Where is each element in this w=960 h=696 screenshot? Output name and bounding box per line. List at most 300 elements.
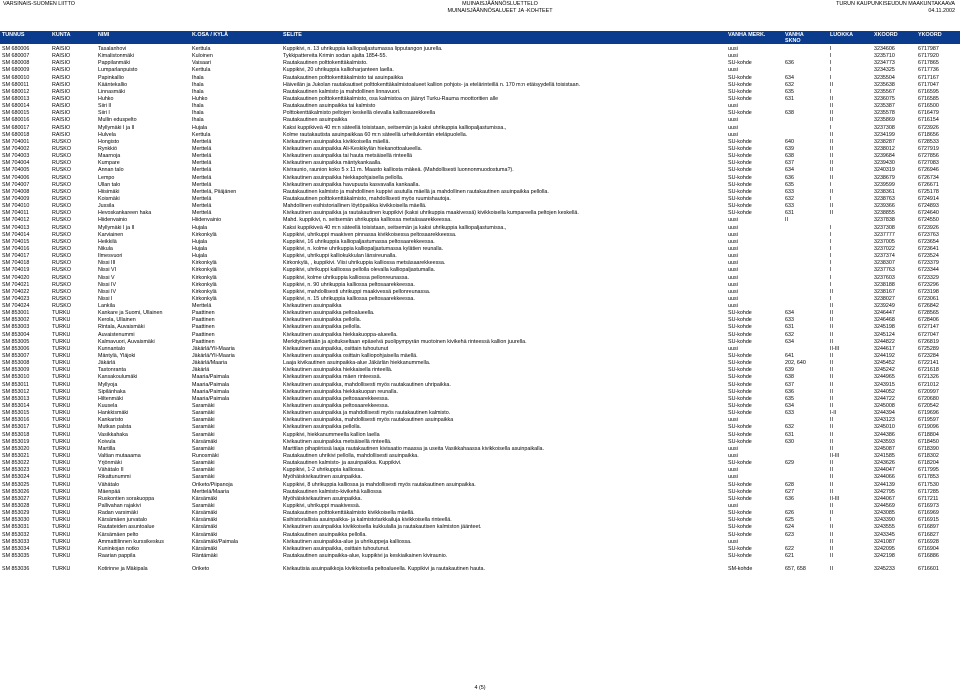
plan-info	[836, 1, 955, 15]
table-cell: Radan varsimäki	[98, 510, 138, 517]
table-cell: uusi	[728, 253, 738, 260]
table-row	[0, 439, 960, 446]
table-cell: SM 853011	[2, 381, 29, 388]
table-cell: Rautakautinen kalmisto ja mahdollinen linnavuori.	[283, 88, 401, 95]
table-cell: TURKU	[52, 460, 71, 467]
table-cell: 6723763	[918, 231, 939, 238]
table-cell: 6718656	[918, 131, 939, 138]
table-cell: RAISIO	[52, 95, 71, 102]
document-title-line-2: MUINAISJÄÄNNÖSALUEET JA -KOHTEET	[447, 7, 553, 14]
table-cell: SM 853022	[2, 460, 30, 467]
table-cell: 3244965	[874, 374, 895, 381]
table-row	[0, 510, 960, 517]
table-cell: Kivikautisia asuinpaikkoja kivikkoisella peltoalueella. Kuppikivi ja rautakautinen hauta.	[283, 566, 485, 573]
table-cell: 6719597	[918, 417, 939, 424]
table-cell: Merttelä	[192, 153, 212, 160]
table-cell: SM 853012	[2, 388, 30, 395]
table-cell: II	[830, 445, 833, 452]
table-row	[0, 410, 960, 417]
table-cell: SM 853028	[2, 503, 30, 509]
table-cell: SM 853002	[2, 317, 30, 324]
table-cell: SM 853014	[2, 403, 30, 410]
table-cell: 3243555	[874, 524, 895, 531]
table-cell: II	[830, 510, 833, 517]
table-cell: Merttelä	[192, 174, 212, 181]
table-cell: 3245233	[874, 566, 895, 573]
table-cell: 6726819	[918, 338, 939, 345]
table-cell: SM 853013	[2, 395, 30, 402]
table-cell: II	[830, 153, 833, 160]
table-cell: RUSKO	[52, 267, 72, 274]
table-cell: 3234325	[874, 67, 895, 74]
table-cell: Jäkärlä/Yli-Maaria	[192, 345, 235, 352]
table-cell: SM 680008	[2, 60, 30, 67]
table-cell: Merttelä	[192, 303, 212, 310]
table-cell: 6727919	[918, 145, 939, 152]
table-cell: 6723379	[918, 260, 939, 267]
table-cell: 622	[785, 545, 794, 552]
table-cell: Kivikautinen asuinpaikka peltosaarekkeessa.	[283, 395, 390, 402]
table-cell: SU-kohde	[728, 488, 752, 495]
table-cell: Kivikautinen asuinpaikka mäen rinteessä.	[283, 374, 382, 381]
table-cell: I	[830, 224, 832, 231]
table-row	[0, 253, 960, 260]
table-cell: 635	[785, 395, 794, 402]
table-cell: SM 704018	[2, 260, 30, 267]
table-cell: SM 853018	[2, 431, 30, 438]
table-cell: SM 680009	[2, 67, 30, 74]
table-cell: 3237374	[874, 253, 895, 260]
table-cell: Kansakoulumäki	[98, 374, 138, 381]
table-cell: SU-kohde	[728, 403, 752, 410]
table-cell: SU-kohde	[728, 388, 752, 395]
table-cell: TURKU	[52, 545, 71, 552]
table-cell: 3245452	[874, 360, 895, 367]
table-cell: 6717736	[918, 67, 939, 74]
table-cell: SU-kohde	[728, 145, 752, 152]
table-row	[0, 389, 960, 396]
table-cell: Hujala	[192, 238, 208, 245]
table-cell: TURKU	[52, 410, 71, 417]
table-cell: I	[830, 253, 832, 260]
table-cell: Kivikautinen asuinpaikka, osittain tuhoutunut.	[283, 545, 390, 552]
table-cell: Myllymäki I ja II	[98, 124, 135, 131]
table-cell: Vähätalo II	[98, 467, 124, 474]
table-cell: SM 704009	[2, 195, 30, 202]
table-cell: SU-kohde	[728, 517, 752, 524]
table-cell: RAISIO	[52, 74, 71, 81]
table-cell: SM 853030	[2, 517, 30, 524]
table-cell: Martilla	[98, 445, 116, 452]
table-cell: Siiri I	[98, 110, 110, 117]
table-row	[0, 489, 960, 496]
table-cell: SU-kohde	[728, 88, 752, 95]
table-cell: 6723344	[918, 267, 939, 274]
table-cell: RUSKO	[52, 181, 72, 188]
table-cell: Karviainen	[98, 231, 124, 238]
table-cell: SM 853020	[2, 445, 30, 452]
table-cell: Rautakautinen polttokenttäkalmisto kivikkoisella mäellä.	[283, 510, 415, 517]
table-cell: Kärsämäki	[192, 495, 218, 502]
table-cell: II	[830, 117, 833, 124]
table-cell: RUSKO	[52, 253, 72, 260]
table-cell: Kuppikivi, mahdollisesti uhrikuppi maakivessä pellonreunassa.	[283, 288, 431, 295]
table-cell: RAISIO	[52, 103, 71, 110]
table-cell: SM 853026	[2, 488, 30, 495]
table-cell: SU-kohde	[728, 95, 752, 102]
table-cell: 636	[785, 174, 794, 181]
table-cell: SM 853031	[2, 524, 30, 531]
table-cell: I	[830, 195, 832, 202]
table-cell: Mutkan palsta	[98, 424, 132, 431]
table-cell: 638	[785, 153, 794, 160]
table-cell: Kuppikivi, n. 90 uhrikuppia kalliossa peltosaarekkeessa.	[283, 281, 415, 288]
table-cell: RUSKO	[52, 174, 72, 181]
table-cell: II	[830, 552, 833, 559]
table-cell: Rautakautinen kalmisto ja mahdollinen kuppivi asutulla mäellä ja mahdollinen rautakautinen asuinpaikka pellolla.	[283, 188, 549, 195]
table-cell: Merttelä	[192, 181, 212, 188]
table-cell: uusi	[728, 67, 738, 74]
table-cell: I	[830, 267, 832, 274]
table-cell: 3237777	[874, 231, 895, 238]
table-cell: 638	[785, 374, 794, 381]
table-cell: 6727047	[918, 331, 939, 338]
table-cell: SM 704004	[2, 160, 30, 167]
table-cell: SU-kohde	[728, 203, 752, 210]
table-row	[0, 167, 960, 174]
column-header-vanha-skno	[785, 32, 804, 44]
table-cell: 6717530	[918, 481, 939, 488]
table-cell: 632	[785, 81, 794, 88]
table-cell: 6716479	[918, 110, 939, 117]
table-cell: TURKU	[52, 524, 71, 531]
table-cell: Nissi IV	[98, 281, 117, 288]
table-cell: RUSKO	[52, 160, 72, 167]
table-cell: II	[830, 467, 833, 474]
table-row	[0, 103, 960, 110]
table-cell: Kuppikivi, hiekkanummeella kallion laella	[283, 431, 380, 438]
table-cell: SM 853010	[2, 374, 30, 381]
table-cell: TURKU	[52, 417, 71, 424]
table-cell: 6717920	[918, 53, 939, 60]
table-cell: Maaria/Paimala	[192, 374, 230, 381]
table-row	[0, 324, 960, 331]
table-cell: II	[830, 338, 833, 345]
table-cell: 3243593	[874, 438, 895, 445]
table-cell: TURKU	[52, 317, 71, 324]
table-cell: SU-kohde	[728, 160, 752, 167]
table-cell: 202, 640	[785, 360, 806, 367]
table-cell: Saramäki	[192, 424, 215, 431]
table-cell: Rautakautinen kalmisto-kivikehä kalliossa	[283, 488, 382, 495]
table-cell: Ihala	[192, 103, 204, 110]
table-cell: SM 704001	[2, 138, 30, 145]
table-cell: I	[830, 60, 832, 67]
table-cell: uusi	[728, 117, 738, 124]
table-cell: SM 680010	[2, 74, 30, 81]
table-cell: 6723061	[918, 295, 939, 302]
table-cell: Kivikautinen asuinpaikka pellolla.	[283, 324, 362, 331]
table-cell: SM 704012	[2, 217, 30, 224]
table-cell: Rynkkiö	[98, 145, 118, 152]
table-cell: 630	[785, 438, 794, 445]
table-cell: II	[830, 110, 833, 117]
table-cell: 6716886	[918, 552, 939, 559]
table-cell: SM 853017	[2, 424, 30, 431]
table-cell: 634	[785, 167, 794, 174]
table-row	[0, 374, 960, 381]
table-cell: TURKU	[52, 517, 71, 524]
table-cell: Siiri II	[98, 103, 112, 110]
table-cell: RUSKO	[52, 203, 72, 210]
table-cell: uusi	[728, 224, 738, 231]
table-cell: SM 704013	[2, 224, 30, 231]
table-cell: SM 704024	[2, 303, 30, 310]
table-cell: 639	[785, 367, 794, 374]
table-cell: Polttokenttäkalmisto peltojen keskellä olevalla kalliosaarekkeella	[283, 110, 436, 117]
table-cell: RUSKO	[52, 260, 72, 267]
table-cell: Yrjönmäki	[98, 460, 122, 467]
table-cell: 3245010	[874, 424, 895, 431]
table-row	[0, 203, 960, 210]
table-row	[0, 239, 960, 246]
table-cell: SM 704015	[2, 238, 30, 245]
table-row	[0, 125, 960, 132]
table-cell: 6723926	[918, 224, 939, 231]
table-row	[0, 246, 960, 253]
table-cell: Saramäki	[192, 431, 215, 438]
table-row	[0, 353, 960, 360]
table-cell: II	[830, 210, 833, 217]
table-cell: Hiltenmäki	[98, 395, 123, 402]
table-cell: Kumpare	[98, 160, 120, 167]
table-cell: Kärsämäki	[192, 545, 218, 552]
table-cell: 626	[785, 510, 794, 517]
table-cell: Merttelä, Piiäjänen	[192, 188, 237, 195]
table-cell: 3237022	[874, 245, 895, 252]
table-cell: 3244617	[874, 345, 895, 352]
table-cell: Jussila	[98, 203, 115, 210]
table-cell: Kivikautinen asuinpaikka havupuuta kasvavalla kankaalla.	[283, 181, 420, 188]
table-cell: RUSKO	[52, 217, 72, 224]
table-cell: Ihala	[192, 88, 204, 95]
table-cell: Kuppikivi, n. 15 uhrikuppia kalliossa peltosaarekkeessa.	[283, 295, 415, 302]
table-cell: Kärsämäen jurvatalo	[98, 517, 148, 524]
table-cell: TURKU	[52, 367, 71, 374]
table-cell: Vasikkahaka	[98, 431, 128, 438]
table-cell: Kirkonkylä	[192, 267, 217, 274]
table-cell: SM 704007	[2, 181, 30, 188]
table-cell: II	[830, 324, 833, 331]
table-cell: 6717211	[918, 495, 939, 502]
table-row	[0, 524, 960, 531]
table-cell: 6717853	[918, 474, 939, 481]
table-cell: Kärsämäki/Paimala	[192, 538, 239, 545]
table-cell: Valtian mutaaama	[98, 453, 141, 460]
table-cell: Kivikautinen asuinpaikka ja mahdollisesti myös rautakautinen kalmisto.	[283, 410, 451, 417]
table-cell: SU-kohde	[728, 360, 752, 367]
table-cell: RAISIO	[52, 88, 71, 95]
table-row	[0, 110, 960, 117]
table-cell: Huhko	[192, 95, 208, 102]
table-cell: uusi	[728, 303, 738, 310]
table-cell: Kirkonkylä, , kuppikivi. Viisi uhrikuppia kalliossa metsäsaarekkeessa.	[283, 260, 446, 267]
table-cell: Nissi I	[98, 295, 113, 302]
table-cell: SM 704003	[2, 153, 30, 160]
table-cell: 3242795	[874, 488, 895, 495]
table-cell: Saramäki	[192, 417, 215, 424]
table-cell: SM 680013	[2, 95, 30, 102]
table-cell: Hevoskankareen haka	[98, 210, 152, 217]
table-cell: Kunnantalo	[98, 345, 126, 352]
table-cell: Runosmäki	[192, 453, 219, 460]
table-cell: Kivikautinen asuinpaikka hiekkakuopan reunalla.	[283, 388, 398, 395]
table-row	[0, 417, 960, 424]
table-cell: Kärsämäki	[192, 438, 218, 445]
table-cell: 6725178	[918, 188, 939, 195]
table-cell: uusi	[728, 267, 738, 274]
table-cell: Kuppikivi, 1-2 uhrikuppia kalliossa.	[283, 467, 365, 474]
table-cell: II	[830, 538, 833, 545]
table-cell: Maaria/Paimala	[192, 388, 230, 395]
table-cell: Kuppikivi, n. kolme uhrikuppia kalliopaljastumassa kylätien reunalla.	[283, 245, 444, 252]
table-cell: Räntämäki	[192, 552, 218, 559]
table-cell: Paattinen	[192, 317, 215, 324]
table-cell: RUSKO	[52, 295, 72, 302]
column-header-luokka: LUOKKA	[830, 32, 854, 38]
table-cell: II	[830, 367, 833, 374]
table-cell: 3244066	[874, 474, 895, 481]
table-cell: uusi	[728, 231, 738, 238]
table-cell: RUSKO	[52, 153, 72, 160]
table-cell: RUSKO	[52, 138, 72, 145]
table-cell: II-III	[830, 453, 840, 460]
table-cell: TURKU	[52, 495, 71, 502]
table-cell: TURKU	[52, 445, 71, 452]
table-cell: II	[830, 317, 833, 324]
table-row	[0, 566, 960, 573]
table-cell: 3237005	[874, 238, 895, 245]
table-cell: 3244394	[874, 410, 895, 417]
table-cell: SU-kohde	[728, 410, 752, 417]
table-row	[0, 317, 960, 324]
column-header-vanha-merk: VANHA MERK.	[728, 32, 766, 38]
table-cell: 6727083	[918, 160, 939, 167]
table-cell: 6719696	[918, 410, 939, 417]
table-cell: Mahd. kuppikivi, n. seitsemän uhrikuppia kalliossa metsäsaarekkeessa.	[283, 217, 452, 224]
table-cell: 3243626	[874, 460, 895, 467]
table-cell: II	[830, 188, 833, 195]
table-cell: Merttelä	[192, 203, 212, 210]
table-cell: I	[830, 53, 832, 60]
table-cell: RAISIO	[52, 124, 71, 131]
table-cell: uusi	[728, 453, 738, 460]
table-cell: Annan talo	[98, 167, 124, 174]
table-cell: Hiisimäki	[98, 188, 120, 195]
table-cell: Nissi VI	[98, 267, 117, 274]
table-cell: II-III	[830, 345, 840, 352]
table-cell: TURKU	[52, 552, 71, 559]
table-cell: SU-kohde	[728, 495, 752, 502]
table-cell: 637	[785, 381, 794, 388]
table-cell: uusi	[728, 538, 738, 545]
table-cell: II	[830, 353, 833, 360]
table-cell: II	[830, 395, 833, 402]
table-cell: 3235710	[874, 53, 895, 60]
table-cell: 3237838	[874, 217, 895, 224]
table-cell: SU-kohde	[728, 60, 752, 67]
table-cell: II	[830, 160, 833, 167]
table-cell: Kivikautinen asuinpaikka hiekkakuoppa-alueella.	[283, 331, 398, 338]
table-cell: RUSKO	[52, 145, 72, 152]
table-cell: 3244722	[874, 395, 895, 402]
table-cell: Kivikautinen asuinpaikka hiekkaisella rinteellä.	[283, 367, 393, 374]
table-cell: RUSKO	[52, 224, 72, 231]
table-cell: 6718804	[918, 431, 939, 438]
table-cell: Kuppikivi, uhrikuppi maakiven pinnassa kivikkoisessa peltosaarekkeessa.	[283, 231, 457, 238]
table-cell: Kivikautinen asuinpaikka osittain kalliopohjaisella mäellä.	[283, 353, 418, 360]
table-cell: TURKU	[52, 467, 71, 474]
column-header-kunta: KUNTA	[52, 32, 71, 38]
table-cell: SU-kohde	[728, 524, 752, 531]
table-cell: Saramäki	[192, 403, 215, 410]
table-cell: 6723926	[918, 124, 939, 131]
table-cell: uusi	[728, 281, 738, 288]
table-cell: Paattinen	[192, 310, 215, 317]
table-cell: SU-kohde	[728, 74, 752, 81]
table-cell: Hiidenvainio	[192, 217, 222, 224]
table-cell: Ammattilinnen kurssikeskus	[98, 538, 164, 545]
table-cell: SM 680018	[2, 131, 30, 138]
table-cell: 6726671	[918, 181, 939, 188]
table-cell: Koivula	[98, 438, 116, 445]
column-header-xkoord: XKOORD	[874, 32, 898, 38]
table-cell: 6721012	[918, 381, 939, 388]
table-row	[0, 53, 960, 60]
table-cell: TURKU	[52, 374, 71, 381]
table-cell: SU-kohde	[728, 367, 752, 374]
table-cell: I	[830, 274, 832, 281]
table-cell: TURKU	[52, 531, 71, 538]
table-cell: II	[830, 524, 833, 531]
table-cell: 631	[785, 210, 794, 217]
table-cell: Kärsämäki	[192, 524, 218, 531]
table-cell: 6723641	[918, 245, 939, 252]
table-cell: RUSKO	[52, 245, 72, 252]
table-cell: Auvaistenummi	[98, 331, 135, 338]
table-cell: Paattinen	[192, 324, 215, 331]
table-cell: Huhko	[98, 95, 114, 102]
table-cell: Myöhäiskivikautinen asuinpaikka.	[283, 495, 363, 502]
table-row	[0, 82, 960, 89]
table-cell: Ullan talo	[98, 181, 121, 188]
table-cell: SM 853024	[2, 474, 30, 481]
table-cell: II	[830, 174, 833, 181]
table-cell: SM 853008	[2, 360, 30, 367]
table-cell: Jäkärlä/Maaria	[192, 360, 228, 367]
table-cell: SU-kohde	[728, 310, 752, 317]
table-cell: 3237603	[874, 274, 895, 281]
table-cell: Oriketo/Piipanoja	[192, 481, 233, 488]
table-cell: Papinkallio	[98, 74, 124, 81]
table-cell: Raarian pappila	[98, 552, 136, 559]
table-cell: SM 704005	[2, 167, 30, 174]
table-cell: I	[830, 295, 832, 302]
table-cell: II	[830, 474, 833, 481]
table-cell: Myllyoja	[98, 381, 118, 388]
table-row	[0, 332, 960, 339]
table-cell: Rautakautinen kalmisto- ja asuinpaikka. Kuppikivi.	[283, 460, 402, 467]
